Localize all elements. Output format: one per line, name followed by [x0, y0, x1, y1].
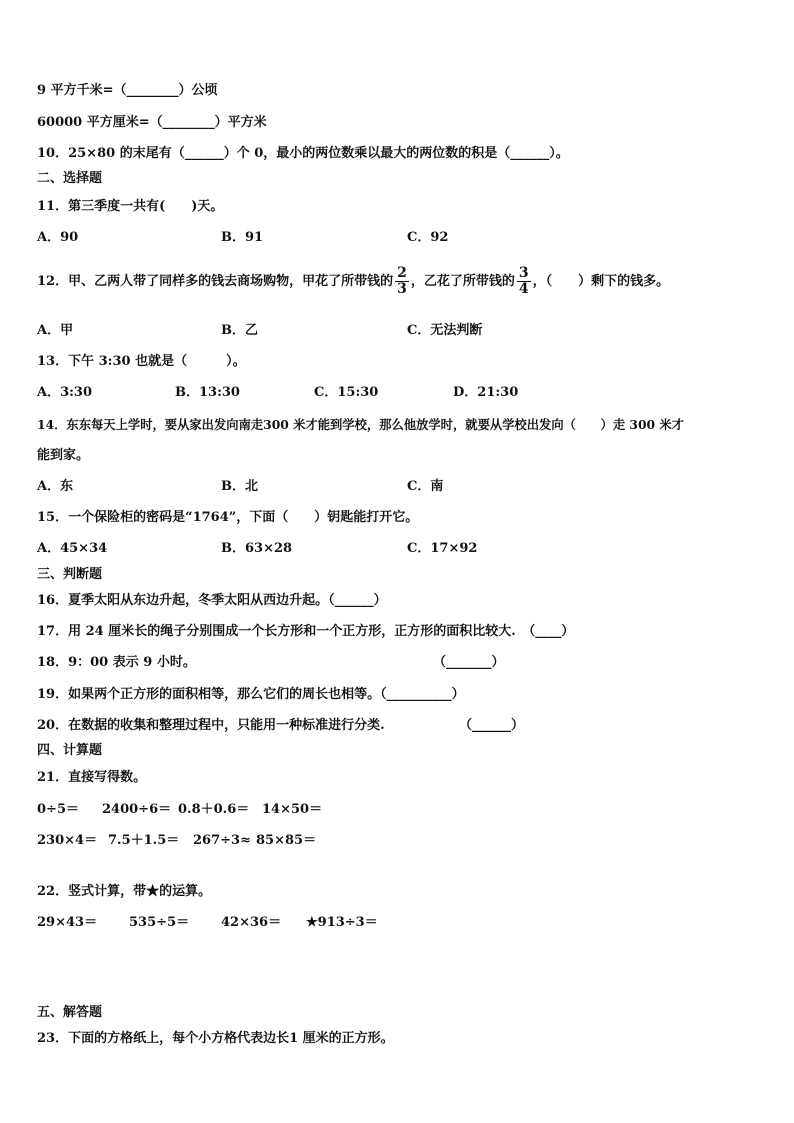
q12-text-mid: ，乙花了所带钱的	[410, 274, 515, 289]
q15-option-c: C．17×92	[407, 541, 478, 556]
question-14-line1: 14．东东每天上学时，要从家出发向南走300 米才能到学校，那么他放学时，就要从学校出发向（ ）走 300 米才	[37, 417, 684, 432]
q21-item: 230×4＝	[37, 833, 98, 848]
section-5-title: 五、解答题	[37, 1005, 103, 1020]
q21-item: 7.5＋1.5＝	[108, 833, 180, 848]
q13-option-c: C．15:30	[314, 385, 379, 400]
q12-frac2-den: 4	[518, 281, 529, 297]
question-11: 11．第三季度一共有( )天。	[37, 199, 224, 214]
q12-option-b: B．乙	[221, 323, 258, 338]
question-21: 21．直接写得数。	[37, 770, 147, 785]
q12-option-c: C．无法判断	[407, 323, 483, 338]
q12-frac1-den: 3	[397, 281, 407, 297]
q9-line1: 9 平方千米=（________）公顷	[37, 83, 218, 98]
q15-option-b: B．63×28	[221, 541, 293, 556]
q21-item: 2400÷6＝	[102, 802, 172, 817]
question-15: 15．一个保险柜的密码是“1764”，下面（ ）钥匙能打开它。	[37, 510, 419, 525]
q12-text-pre: 12．甲、乙两人带了同样多的钱去商场购物，甲花了所带钱的	[37, 274, 394, 289]
q22-item: ★913÷3＝	[306, 915, 378, 930]
q11-option-c: C．92	[407, 230, 449, 245]
section-2-title: 二、选择题	[37, 171, 103, 186]
q9-line2: 60000 平方厘米=（________）平方米	[37, 115, 267, 130]
q21-item: 0÷5＝	[37, 802, 79, 817]
question-18: 18．9：00 表示 9 小时。	[37, 655, 196, 670]
q21-item: 0.8＋0.6＝	[178, 802, 250, 817]
question-23: 23．下面的方格纸上，每个小方格代表边长1 厘米的正方形。	[37, 1031, 394, 1046]
q13-option-a: A．3:30	[37, 385, 93, 400]
q13-option-d: D．21:30	[453, 385, 519, 400]
question-20: 20．在数据的收集和整理过程中，只能用一种标准进行分类.	[37, 718, 385, 733]
question-12	[37, 266, 669, 297]
q12-text-post: ，（ ）剩下的钱多。	[532, 274, 670, 289]
q14-option-a: A．东	[37, 479, 74, 494]
question-10: 10．25×80 的末尾有（______）个 0，最小的两位数乘以最大的两位数的积是（______）。	[37, 146, 569, 161]
question-19: 19．如果两个正方形的面积相等，那么它们的周长也相等。（__________）	[37, 687, 465, 702]
q21-item: 14×50＝	[262, 802, 323, 817]
q12-fraction-2	[517, 266, 531, 297]
q18-answer-blank: （_______）	[433, 655, 505, 670]
q21-item: 267÷3≈	[193, 833, 251, 848]
q11-option-b: B．91	[221, 230, 264, 245]
question-17: 17．用 24 厘米长的绳子分别围成一个长方形和一个正方形，正方形的面积比较大. （____）	[37, 624, 575, 639]
q11-option-a: A．90	[37, 230, 79, 245]
question-22: 22．竖式计算，带★的运算。	[37, 884, 212, 899]
q20-answer-blank: （______）	[459, 718, 525, 733]
q12-option-a: A．甲	[37, 323, 74, 338]
q12-fraction-1	[395, 266, 409, 297]
q22-item: 42×36＝	[221, 915, 282, 930]
q14-option-b: B．北	[221, 479, 258, 494]
q22-item: 535÷5＝	[129, 915, 190, 930]
section-3-title: 三、判断题	[37, 567, 103, 582]
q22-item: 29×43＝	[37, 915, 98, 930]
question-13: 13．下午 3:30 也就是（ ）。	[37, 354, 246, 369]
q14-option-c: C．南	[407, 479, 444, 494]
q13-option-b: B．13:30	[175, 385, 240, 400]
q12-frac2-num: 3	[518, 265, 529, 281]
question-16: 16．夏季太阳从东边升起，冬季太阳从西边升起。（______）	[37, 593, 387, 608]
q15-option-a: A．45×34	[37, 541, 108, 556]
q12-frac1-num: 2	[397, 265, 407, 281]
section-4-title: 四、计算题	[37, 743, 103, 758]
q21-item: 85×85＝	[256, 833, 317, 848]
question-14-line2: 能到家。	[37, 448, 90, 463]
